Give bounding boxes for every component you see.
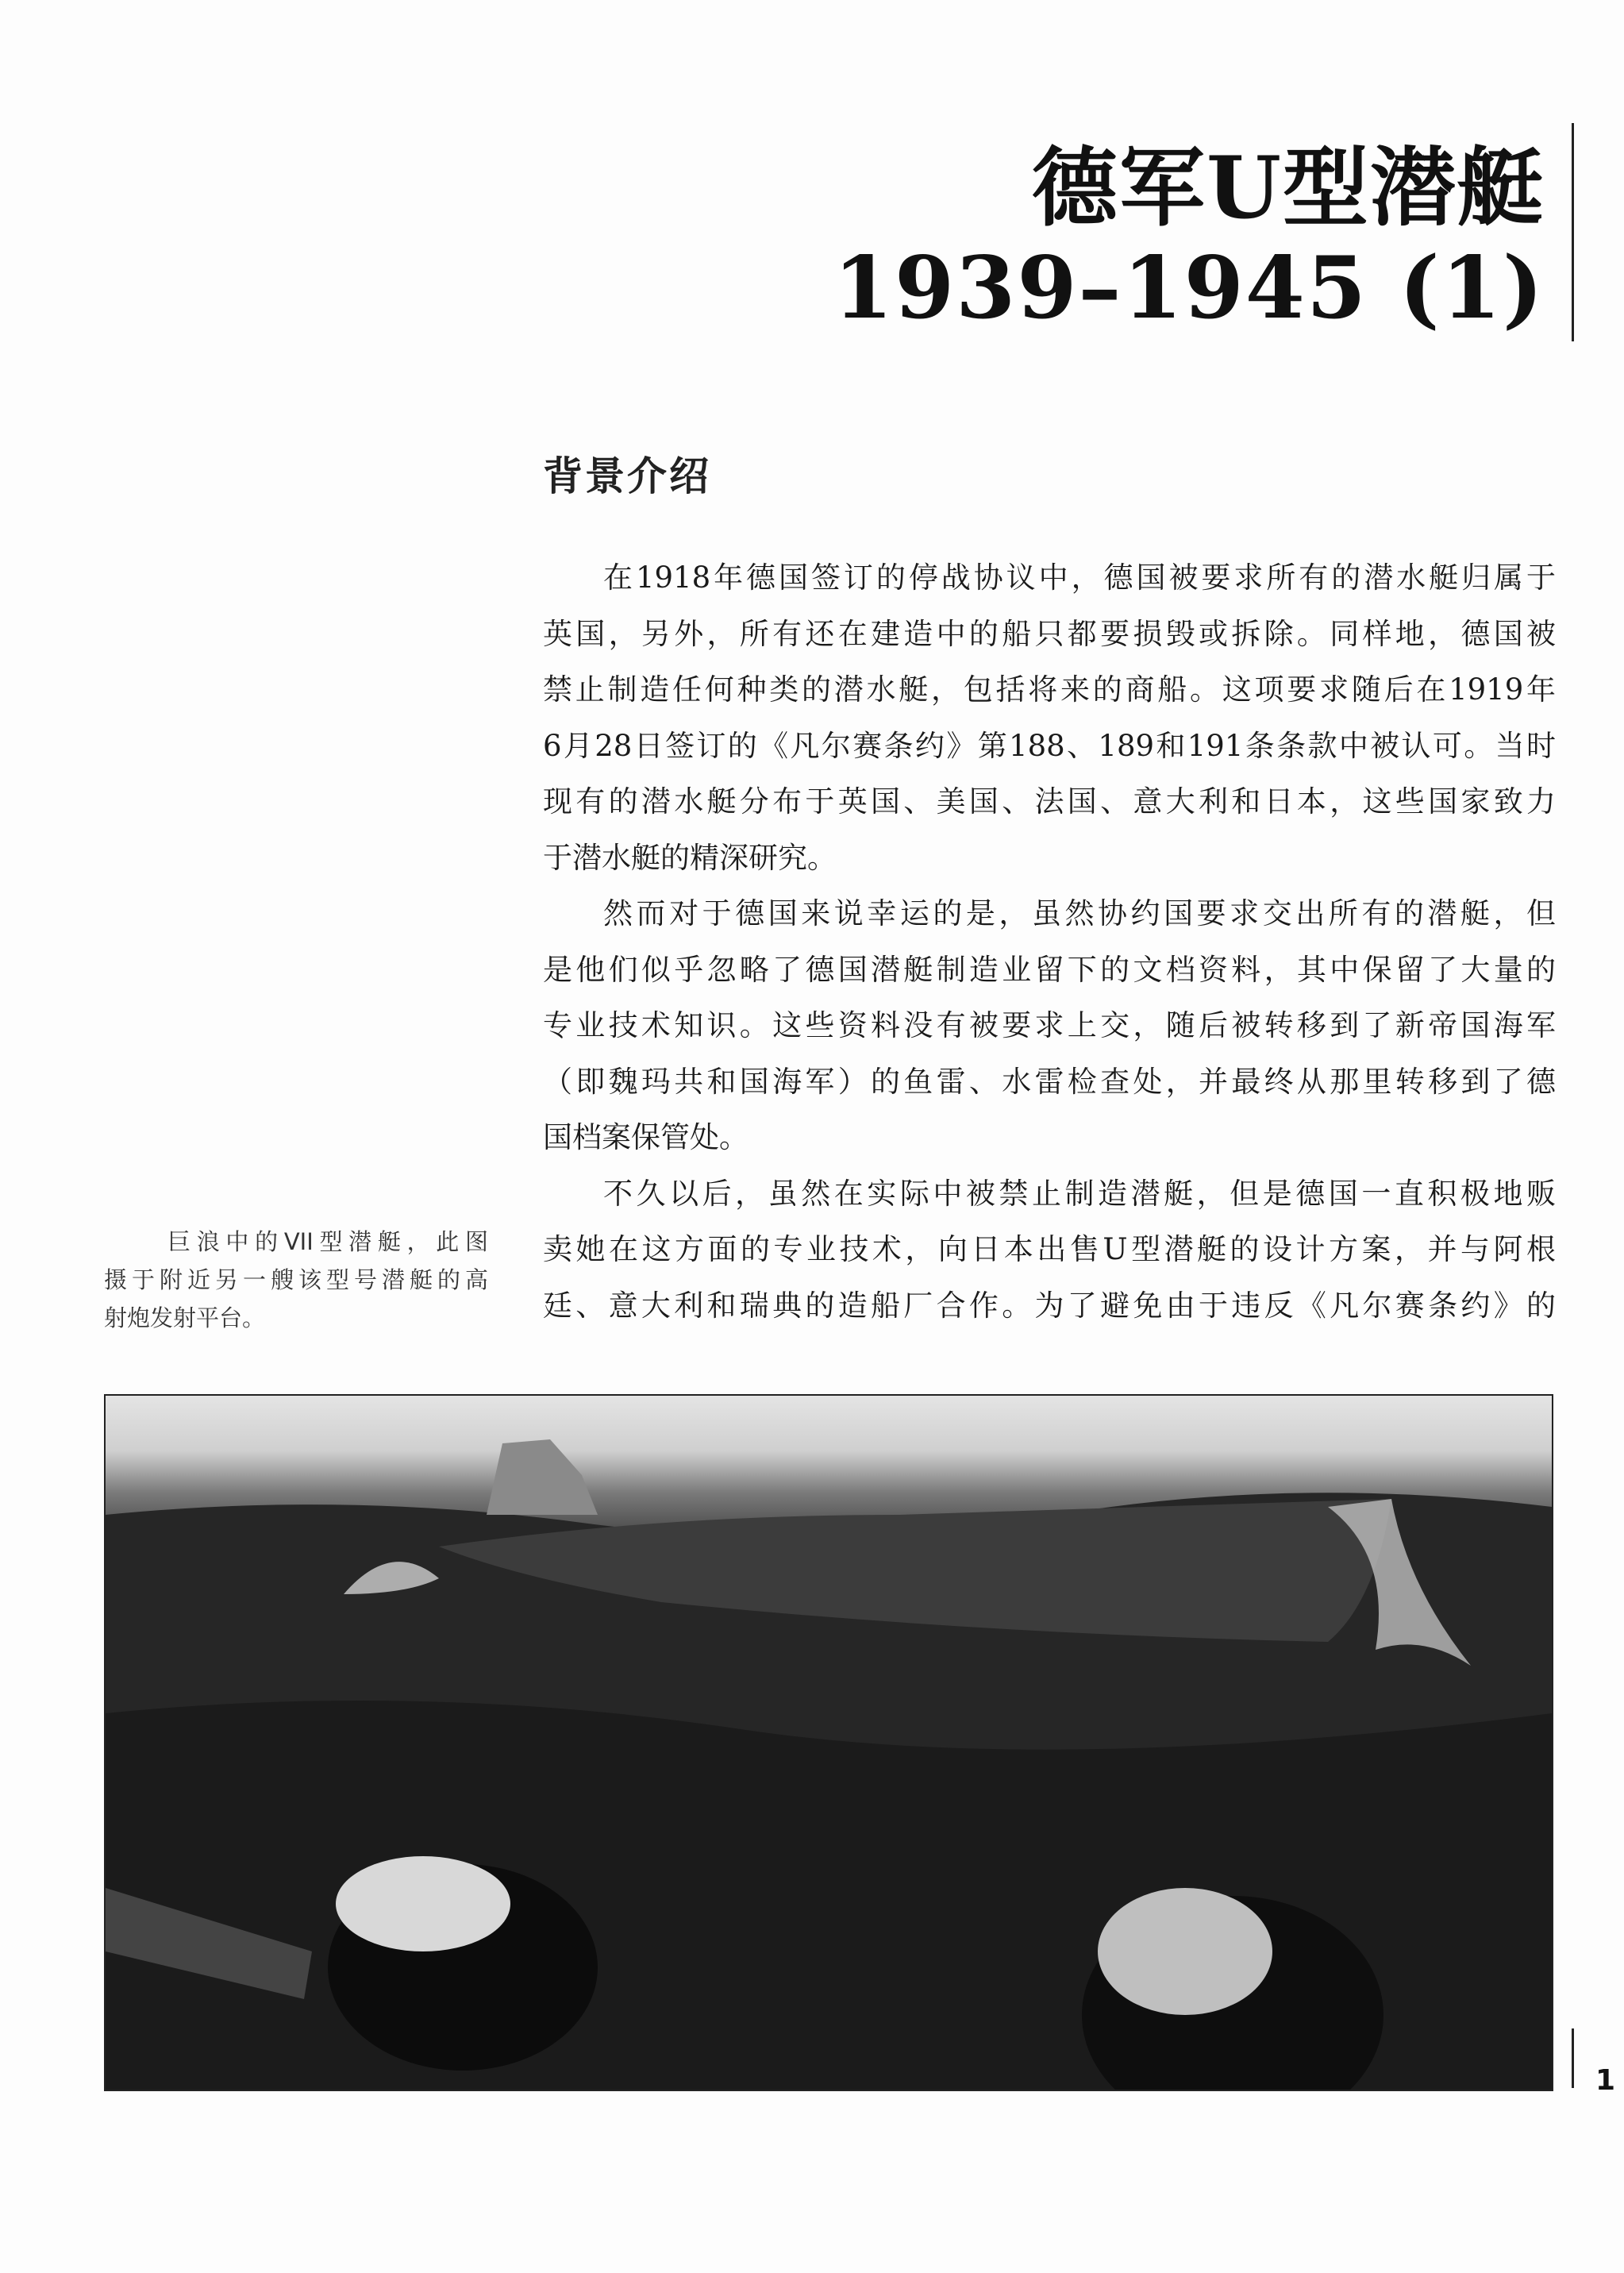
caption-line: 射炮发射平台。 — [104, 1304, 266, 1331]
body-line: 专业技术知识。这些资料没有被要求上交，随后被转移到了新帝国海军 — [543, 1008, 1556, 1042]
caption-line: 巨浪中的VII型潜艇，此图 — [167, 1228, 488, 1255]
photo-caption — [104, 1223, 488, 1337]
body-line: 6月28日签订的《凡尔赛条约》第188、189和191条条款中被认可。当时 — [543, 728, 1556, 763]
page-number-divider — [1572, 2028, 1574, 2088]
caption-line: 摄于附近另一艘该型号潜艇的高 — [104, 1266, 488, 1293]
body-line: 然而对于德国来说幸运的是，虽然协约国要求交出所有的潜艇，但 — [603, 896, 1556, 930]
section-heading: 背景介绍 — [543, 453, 711, 499]
body-text — [543, 550, 1556, 1334]
body-line: 现有的潜水艇分布于英国、美国、法国、意大利和日本，这些国家致力 — [543, 784, 1556, 819]
body-line: 国档案保管处。 — [543, 1120, 749, 1154]
page-title-line2: 1939–1945 (1) — [833, 238, 1545, 338]
body-line: 不久以后，虽然在实际中被禁止制造潜艇，但是德国一直积极地贩 — [603, 1176, 1556, 1211]
submarine-in-waves-image — [106, 1396, 1552, 2090]
body-line: 禁止制造任何种类的潜水艇，包括将来的商船。这项要求随后在1919年 — [543, 672, 1556, 707]
body-line: 卖她在这方面的专业技术，向日本出售U型潜艇的设计方案，并与阿根 — [543, 1232, 1556, 1266]
body-line: 廷、意大利和瑞典的造船厂合作。为了避免由于违反《凡尔赛条约》的 — [543, 1288, 1556, 1323]
body-line: 英国，另外，所有还在建造中的船只都要损毁或拆除。同样地，德国被 — [543, 616, 1556, 651]
body-line: 是他们似乎忽略了德国潜艇制造业留下的文档资料，其中保留了大量的 — [543, 952, 1556, 987]
title-divider — [1572, 123, 1574, 341]
body-line: 于潜水艇的精深研究。 — [543, 840, 837, 875]
page-title-line1: 德军U型潜艇 — [1031, 138, 1545, 238]
page-number: 1 — [1595, 2064, 1616, 2097]
submarine-photo — [104, 1394, 1553, 2091]
body-line: （即魏玛共和国海军）的鱼雷、水雷检查处，并最终从那里转移到了德 — [543, 1064, 1556, 1099]
body-line: 在1918年德国签订的停战协议中，德国被要求所有的潜水艇归属于 — [603, 561, 1556, 595]
